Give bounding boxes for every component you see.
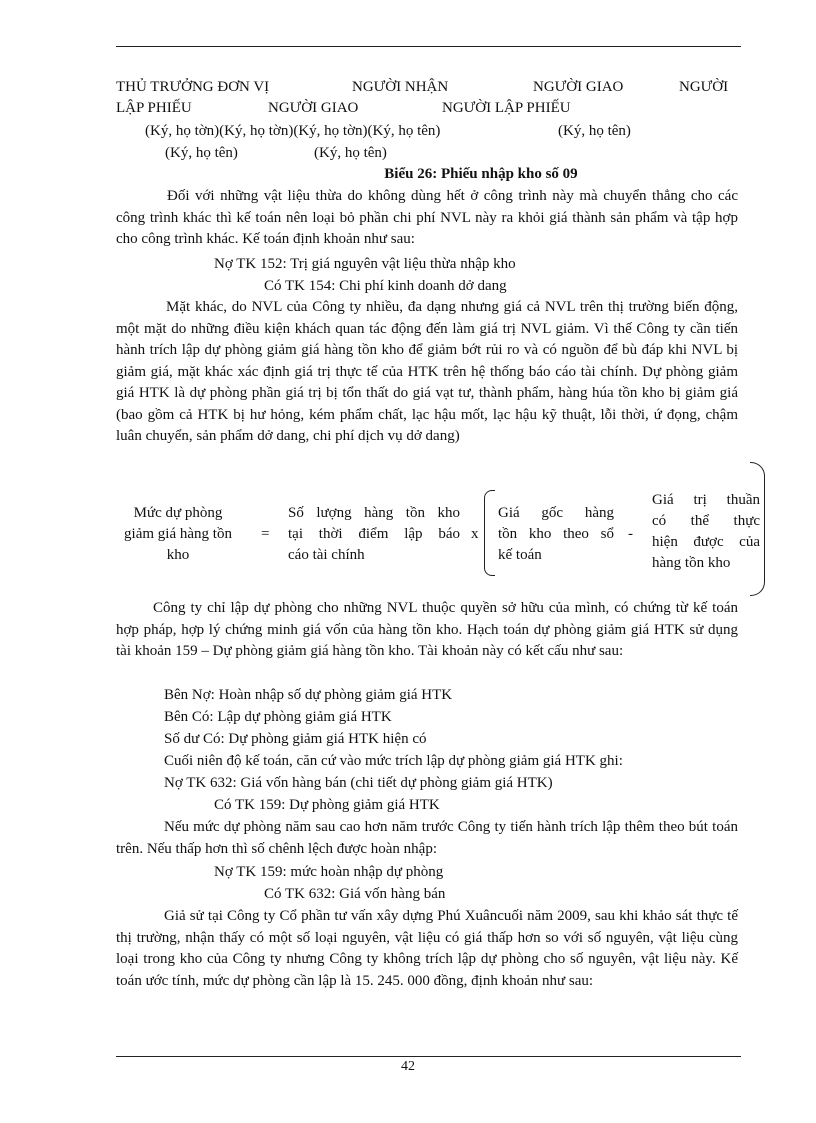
formula-lhs-line: giảm giá hàng tồn: [124, 526, 232, 542]
footer-rule: [116, 1056, 741, 1057]
formula-cost-line: kế toán: [498, 547, 542, 563]
sig-head-issuer-2: NGƯỜI LẬP PHIẾU: [442, 100, 571, 116]
formula-cost: [498, 503, 614, 566]
formula-times: x: [471, 526, 479, 542]
paragraph-reversal: Nếu mức dự phòng năm sau cao hơn năm trước Công ty tiến hành trích lập thêm theo bút toán trên. Nếu thấp hơn thì số chênh lệch được hoàn nhập:: [116, 819, 738, 857]
formula-left-bracket: [484, 490, 495, 576]
formula-nrv: [652, 490, 760, 574]
formula-nrv-line: hiện được của: [652, 534, 760, 550]
sig-note-row1-end: (Ký, họ tên): [558, 123, 631, 139]
formula-equals: =: [261, 526, 270, 542]
sig-note-row2-end: (Ký, họ tên): [314, 145, 387, 161]
formula-quantity-line: cáo tài chính: [288, 547, 365, 563]
paragraph-surplus-materials: Đối với những vật liệu thừa do không dùng hết ở công trình này mà chuyển thẳng cho các công trình khác thì kế toán nên loại bỏ phần chi phí NVL này ra khỏi giá thành sản phẩm và tập hợp cho công trình khác. Kế toán định khoản như sau:: [116, 188, 738, 247]
formula-lhs: [110, 503, 246, 566]
formula-lhs-line: kho: [166, 547, 190, 563]
sig-note-row1: (Ký, họ tờn)(Ký, họ tờn)(Ký, họ tờn)(Ký, họ tên): [145, 123, 441, 139]
account-credit-side: Bên Có: Lập dự phòng giảm giá HTK: [164, 709, 392, 725]
formula-cost-line: tồn kho theo sổ: [498, 526, 614, 542]
page-number: 42: [401, 1059, 415, 1074]
entry-debit-152: Nợ TK 152: Trị giá nguyên vật liệu thừa nhập kho: [214, 256, 516, 272]
paragraph-account-159: Công ty chỉ lập dự phòng cho những NVL thuộc quyền sở hữu của mình, có chứng từ kế toán hợp pháp, hợp lý chứng minh giá vốn của hàng tồn kho. Hạch toán dự phòng giảm giá HTK sử dụng tài khoản 159 – Dự phòng giảm giá hàng tồn kho. Tài khoản này có kết cấu như sau:: [116, 600, 738, 659]
sig-head-issuer: LẬP PHIẾU: [116, 100, 192, 116]
formula-nrv-line: hàng tồn kho: [652, 555, 731, 571]
sig-head-receiver: NGƯỜI NHẬN: [352, 79, 449, 95]
entry-credit-632: Có TK 632: Giá vốn hàng bán: [264, 886, 446, 902]
paragraph-example: Giả sử tại Công ty Cổ phần tư vấn xây dựng Phú Xuâncuối năm 2009, sau khi khảo sát thực tế thị trường, nhận thấy có một số loại nguyên, vật liệu có giá thấp hơn so với số nguyên, vật liệu cùng loại trong kho của Công ty nhưng Công ty không trích lập dự phòng cho số nguyên, vật liệu này. Kế toán ước tính, mức dự phòng cần lập là 15. 245. 000 đồng, định khoản như sau:: [116, 908, 738, 989]
formula-right-bracket: [750, 462, 765, 596]
formula-quantity: [288, 503, 460, 566]
formula-nrv-line: có thể thực: [652, 513, 760, 529]
formula-quantity-line: tại thời điểm lập báo: [288, 526, 460, 542]
entry-debit-632: Nợ TK 632: Giá vốn hàng bán (chi tiết dự phòng giảm giá HTK): [164, 775, 553, 791]
sig-head-director: THỦ TRƯỞNG ĐƠN VỊ: [116, 79, 270, 95]
entry-credit-154: Có TK 154: Chi phí kinh doanh dở dang: [264, 278, 507, 294]
sig-head-person: NGƯỜI: [679, 79, 729, 95]
sig-note-row2: (Ký, họ tên): [165, 145, 238, 161]
entry-credit-159: Có TK 159: Dự phòng giảm giá HTK: [214, 797, 440, 813]
formula-lhs-line: Mức dự phòng: [133, 505, 223, 521]
form-caption: Biểu 26: Phiếu nhập kho số 09: [384, 166, 578, 182]
account-balance: Số dư Có: Dự phòng giảm giá HTK hiện có: [164, 731, 427, 747]
sig-head-deliverer-2: NGƯỜI GIAO: [268, 100, 359, 116]
paragraph-provision-intro: Mặt khác, do NVL của Công ty nhiều, đa dạng nhưng giá cả NVL trên thị trường biến động, một mặt do những điều kiện khách quan tác động đến làm giá trị NVL giảm. Vì thế Công ty cần tiến hành trích lập dự phòng giảm giá hàng tồn kho để giảm bớt rủi ro và có nguồn để bù đáp khi NVL bị giảm giá, mặt khác xác định giá trị thực tế của HTK trên hệ thống báo cáo tài chính. Dự phòng giảm giá HTK là dự phòng phần giá trị bị tổn thất do giá vạt tư, thành phẩm, hàng húa tồn kho bị giảm giá (bao gồm cả HTK bị hư hỏng, kém phẩm chất, lạc hậu mốt, lạc hậu kỹ thuật, lỗi thời, ứ đọng, chậm luân chuyển, sản phẩm dở dang, chi phí dịch vụ dở dang): [116, 299, 738, 444]
account-year-end: Cuối niên độ kế toán, căn cứ vào mức trích lập dự phòng giảm giá HTK ghi:: [164, 753, 623, 769]
account-debit-side: Bên Nợ: Hoàn nhập số dự phòng giảm giá HTK: [164, 687, 453, 703]
formula-nrv-line: Giá trị thuần: [652, 492, 760, 508]
sig-head-deliverer: NGƯỜI GIAO: [533, 79, 624, 95]
entry-debit-159: Nợ TK 159: mức hoàn nhập dự phòng: [214, 864, 444, 880]
header-rule: [116, 46, 741, 47]
formula-minus: -: [628, 526, 633, 542]
formula-quantity-line: Số lượng hàng tồn kho: [288, 505, 460, 521]
formula-cost-line: Giá gốc hàng: [498, 505, 614, 521]
